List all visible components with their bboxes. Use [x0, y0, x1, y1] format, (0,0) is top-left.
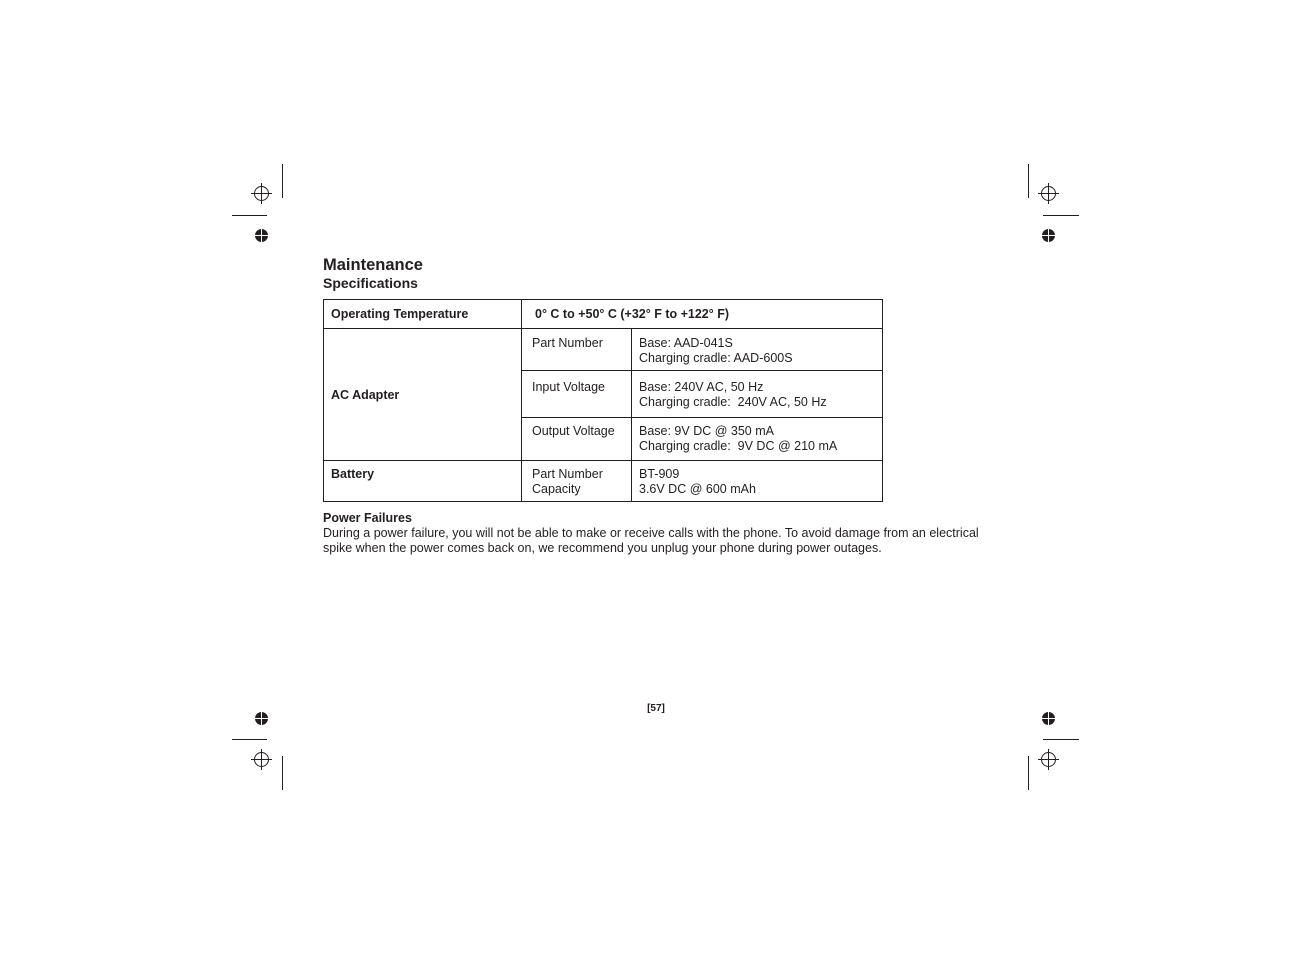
crop-mark: [282, 164, 283, 198]
registration-target-icon: [251, 749, 272, 770]
operating-temperature-value: 0° C to +50° C (+32° F to +122° F): [522, 300, 883, 329]
section-header: [323, 256, 983, 291]
crop-mark: [1043, 739, 1079, 740]
ac-adapter-item: [522, 371, 632, 418]
battery-items: [522, 461, 632, 502]
item-label: Input Voltage: [532, 380, 605, 394]
registration-target-icon: [251, 183, 272, 204]
crop-mark: [1043, 215, 1079, 216]
battery-values: [632, 461, 883, 502]
ac-adapter-value: [632, 329, 883, 371]
value-line: BT-909: [639, 467, 680, 481]
crop-mark: [1028, 164, 1029, 198]
table-row: [324, 300, 883, 329]
table-row: [324, 329, 883, 371]
ac-adapter-item: [522, 329, 632, 371]
power-failures-text: During a power failure, you will not be able to make or receive calls with the phone. To avoid damage from an electrical spike when the power comes back on, we recommend you unplug your phone during power outages.: [323, 526, 979, 555]
page-title: Maintenance: [323, 256, 423, 274]
registration-target-icon: [1038, 749, 1059, 770]
table-row: [324, 461, 883, 502]
crop-mark: [232, 739, 267, 740]
item-label: Capacity: [532, 482, 581, 496]
ac-adapter-value: [632, 371, 883, 418]
operating-temperature-label: Operating Temperature: [324, 300, 522, 329]
value-line: Base: 240V AC, 50 Hz: [639, 380, 764, 394]
specifications-table: [323, 299, 883, 502]
power-failures-section: [323, 511, 983, 556]
item-label: Output Voltage: [532, 424, 615, 438]
value-line: 3.6V DC @ 600 mAh: [639, 482, 756, 496]
value-line: Charging cradle: AAD-600S: [639, 351, 793, 365]
ac-adapter-label: AC Adapter: [324, 329, 522, 461]
registration-dot-icon: [1042, 229, 1055, 242]
value-line: Charging cradle: 240V AC, 50 Hz: [639, 395, 827, 409]
value-line: Base: AAD-041S: [639, 336, 733, 350]
page-number: [57]: [647, 703, 665, 714]
registration-target-icon: [1038, 183, 1059, 204]
registration-dot-icon: [255, 229, 268, 242]
power-failures-title: Power Failures: [323, 511, 412, 525]
value-line: Base: 9V DC @ 350 mA: [639, 424, 774, 438]
battery-label: Battery: [324, 461, 522, 502]
section-title: Specifications: [323, 275, 418, 291]
crop-mark: [282, 756, 283, 790]
item-label: Part Number: [532, 467, 603, 481]
ac-adapter-value: [632, 418, 883, 461]
item-label: Part Number: [532, 336, 603, 350]
crop-mark: [1028, 756, 1029, 790]
ac-adapter-item: [522, 418, 632, 461]
value-line: Charging cradle: 9V DC @ 210 mA: [639, 439, 838, 453]
crop-mark: [232, 215, 267, 216]
